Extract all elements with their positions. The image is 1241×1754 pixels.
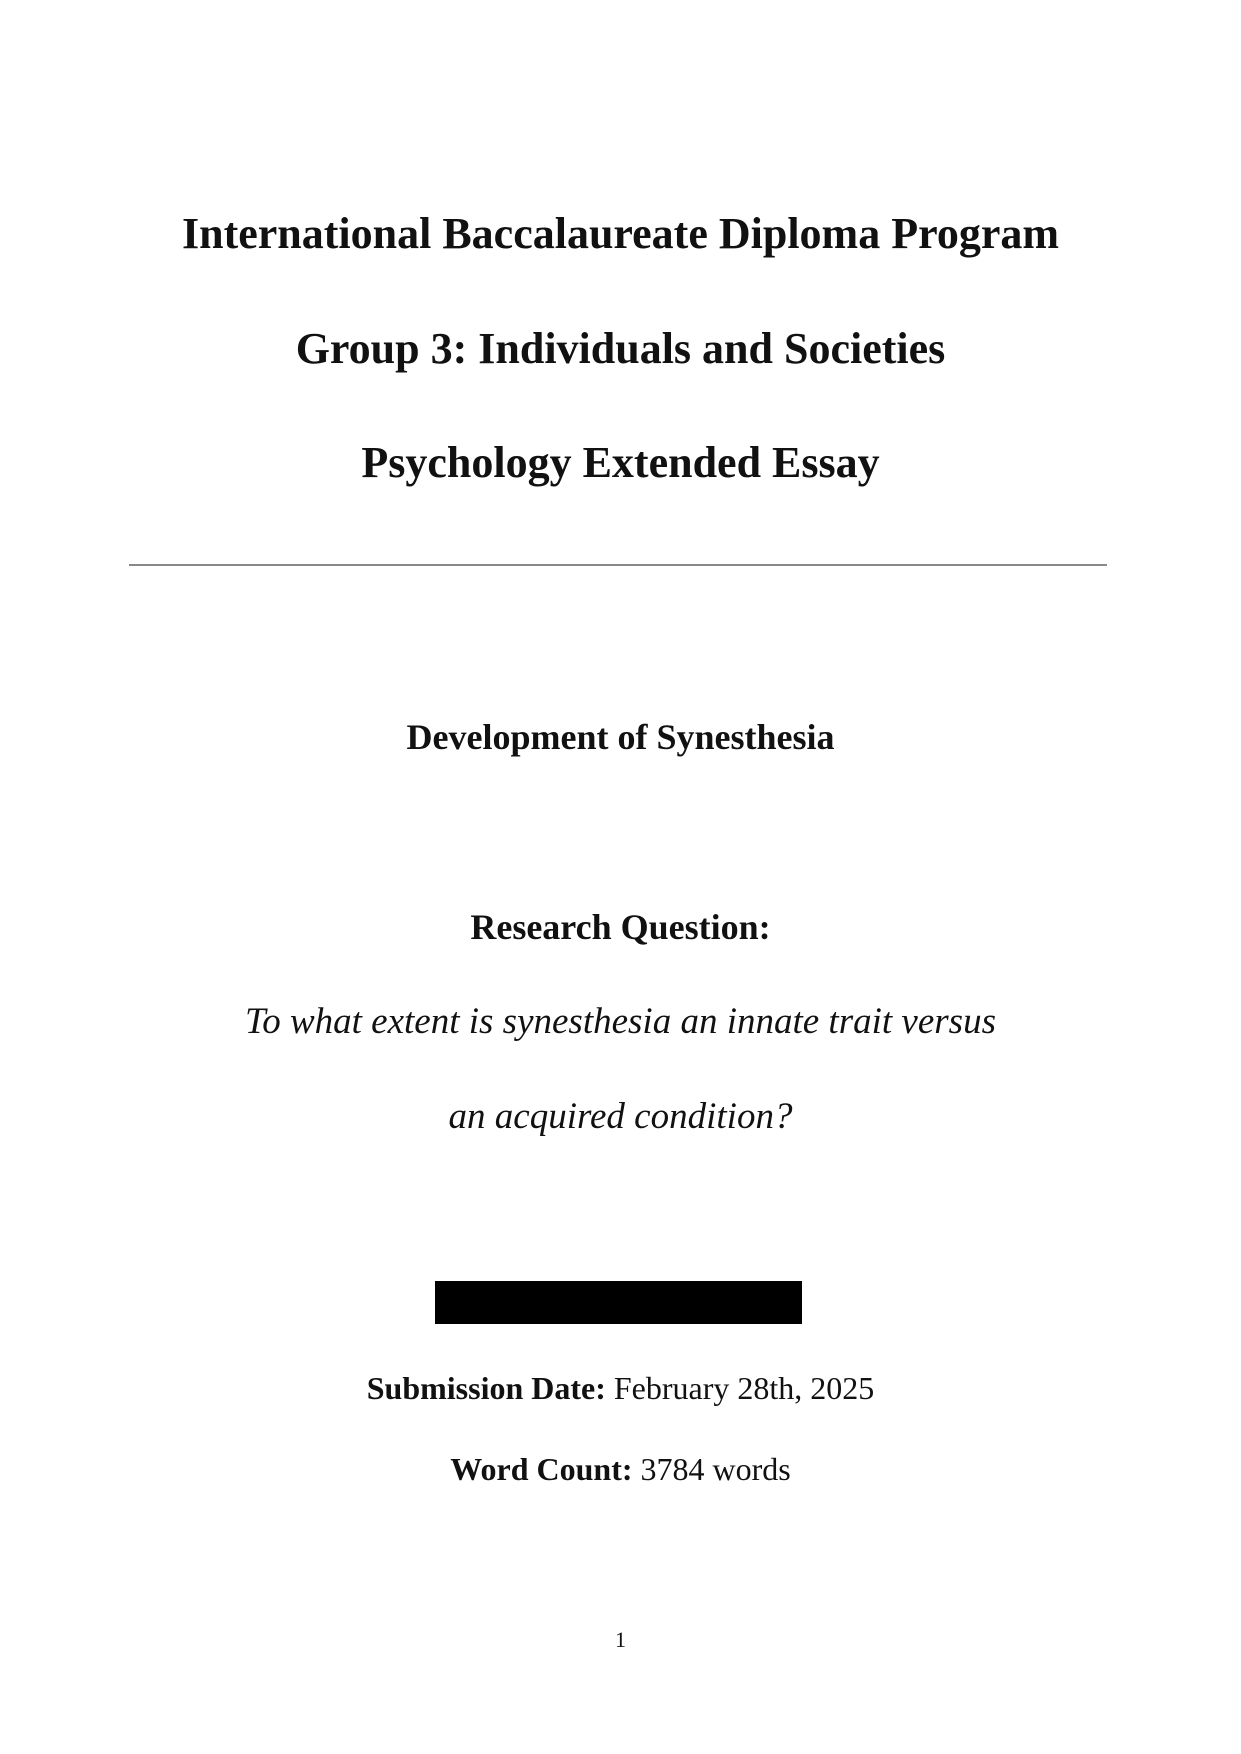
research-question-line-1: To what extent is synesthesia an innate trait versus [245,1001,996,1042]
essay-title: Development of Synesthesia [406,717,835,757]
horizontal-divider [129,564,1107,566]
word-count-label: Word Count: [450,1451,633,1487]
page-number: 1 [615,1627,626,1652]
research-question-line-2: an acquired condition? [448,1096,793,1137]
research-question-label: Research Question: [470,907,771,947]
submission-date-label: Submission Date: [366,1370,606,1406]
header-program: International Baccalaureate Diploma Program [181,209,1060,258]
header-subject: Psychology Extended Essay [361,438,880,487]
header-group: Group 3: Individuals and Societies [295,324,946,373]
submission-date-value: February 28th, 2025 [605,1370,875,1406]
word-count [0,1450,1241,1488]
word-count-value: 3784 words [632,1451,791,1487]
redacted-name-block [435,1281,802,1324]
submission-date [0,1369,1241,1407]
